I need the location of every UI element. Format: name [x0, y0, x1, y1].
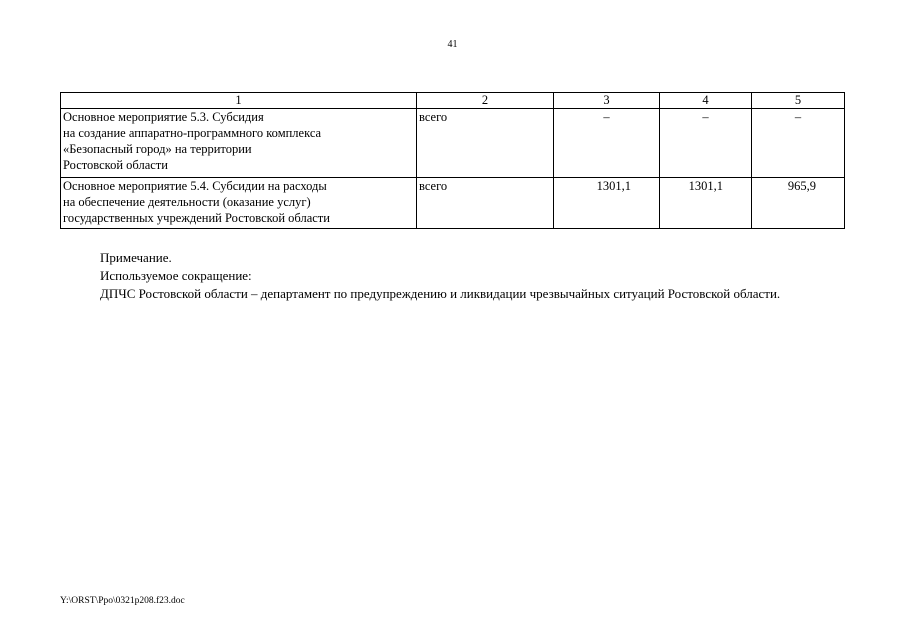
table-header-row: [61, 93, 845, 109]
funding-type-cell: всего: [417, 109, 554, 178]
file-path-footer: Y:\ORST\Ppo\0321p208.f23.doc: [60, 596, 185, 606]
abbreviation-text: ДПЧС Ростовской области – департамент по предупреждению и ликвидации чрезвычайных ситуаций Ростовской области.: [100, 286, 781, 301]
header-cell-1: 1: [61, 93, 417, 109]
page-number: 41: [447, 39, 458, 50]
header-cell-5: 5: [752, 93, 845, 109]
header-cell-4: 4: [660, 93, 752, 109]
header-cell-3: 3: [554, 93, 660, 109]
event-name-cell: Основное мероприятие 5.4. Субсидии на расходы на обеспечение деятельности (оказание услуг) государственных учреждений Ростовской области: [61, 178, 417, 229]
funding-type-cell: всего: [417, 178, 554, 229]
table-row: [61, 109, 845, 178]
abbreviation-title: Используемое сокращение:: [100, 268, 252, 283]
notes-section: [60, 249, 844, 303]
event-name-cell: Основное мероприятие 5.3. Субсидия на создание аппаратно-программного комплекса «Безопасный город» на территории Ростовской области: [61, 109, 417, 178]
value-cell-3: 1301,1: [554, 178, 660, 229]
value-cell-4: 1301,1: [660, 178, 752, 229]
table-row: [61, 178, 845, 229]
value-cell-5: –: [752, 109, 845, 178]
data-table: [60, 92, 845, 229]
value-cell-4: –: [660, 109, 752, 178]
header-cell-2: 2: [417, 93, 554, 109]
notes-title: Примечание.: [100, 250, 172, 265]
value-cell-5: 965,9: [752, 178, 845, 229]
value-cell-3: –: [554, 109, 660, 178]
